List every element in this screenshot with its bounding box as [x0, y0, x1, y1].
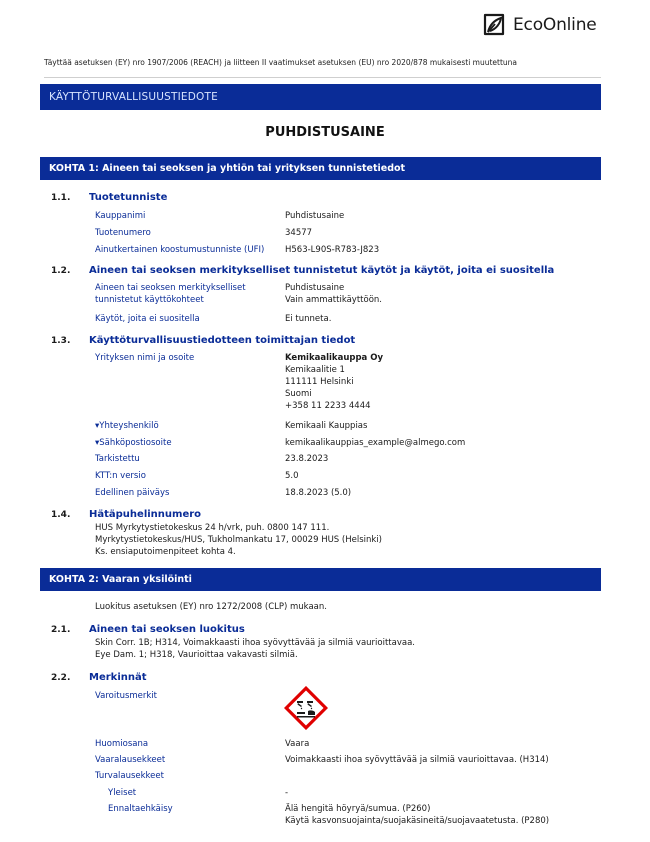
company-name: Kemikaalikauppa Oy [285, 353, 383, 363]
subsection-number: 2.2. [51, 673, 71, 683]
ecoonline-logo[interactable] [481, 12, 597, 38]
field-label: Huomiosana [95, 739, 149, 749]
section-1-header [40, 157, 601, 180]
classification-text: Skin Corr. 1B; H314, Voimakkaasti ihoa syövyttävää ja silmiä vaurioittavaa. Eye Dam. 1; H318, Vaurioittaa vakavasti silmiä. [95, 638, 415, 660]
email-toggle[interactable]: ▾Sähköpostiosoite [95, 438, 172, 448]
field-label: Yleiset [108, 788, 137, 798]
subsection-title: Aineen tai seoksen merkitykselliset tunnistetut käytöt ja käytöt, joita ei suositella [89, 265, 555, 276]
field-label: Tuotenumero [95, 228, 151, 238]
contact-person-toggle[interactable]: ▾Yhteyshenkilö [95, 421, 159, 431]
field-label: KTT:n versio [95, 471, 146, 481]
section-2-title: KOHTA 2: Vaaran yksilöinti [49, 574, 192, 585]
header-divider [44, 77, 601, 78]
field-value: Ei tunneta. [285, 314, 332, 324]
section-2-header [40, 568, 601, 591]
field-value: H563-L90S-R783-J823 [285, 245, 380, 255]
subsection-number: 1.4. [51, 510, 71, 520]
subsection-title: Merkinnät [89, 672, 147, 683]
field-value: 5.0 [285, 471, 299, 481]
field-label: Kauppanimi [95, 211, 146, 221]
section-1-title: KOHTA 1: Aineen tai seoksen ja yhtiön tai yrityksen tunnistetiedot [49, 163, 406, 174]
ecoonline-logo-icon [481, 12, 507, 38]
field-value: Kemikaali Kauppias [285, 421, 368, 431]
signal-word: Vaara [285, 739, 310, 749]
email-value: kemikaalikauppias_example@almego.com [285, 438, 466, 448]
field-label: Edellinen päiväys [95, 488, 170, 498]
subsection-title: Aineen tai seoksen luokitus [89, 624, 245, 635]
subsection-number: 1.1. [51, 193, 71, 203]
field-label: Tarkistettu [95, 454, 140, 464]
subsection-title: Tuotetunniste [89, 192, 168, 203]
logo-text: EcoOnline [513, 15, 597, 35]
subsection-number: 1.2. [51, 266, 71, 276]
emergency-phone-text: HUS Myrkytystietokeskus 24 h/vrk, puh. 0800 147 111. Myrkytystietokeskus/HUS, Tukholmankatu 17, 00029 HUS (Helsinki) Ks. ensiaputoimenpiteet kohta 4. [95, 523, 382, 557]
company-address: Kemikaalitie 1 111111 Helsinki Suomi +358 11 2233 4444 [285, 365, 371, 411]
subsection-number: 1.3. [51, 336, 71, 346]
corrosion-pictogram-icon [284, 686, 328, 730]
field-value: Puhdistusaine Vain ammattikäyttöön. [285, 283, 382, 305]
field-label: Ainutkertainen koostumustunniste (UFI) [95, 245, 265, 255]
field-label: Yrityksen nimi ja osoite [95, 353, 195, 363]
field-label: Turvalausekkeet [95, 771, 164, 781]
field-label: Varoitusmerkit [95, 691, 158, 701]
classification-intro: Luokitus asetuksen (EY) nro 1272/2008 (CLP) mukaan. [95, 602, 327, 612]
subsection-number: 2.1. [51, 625, 71, 635]
field-label: Vaaralausekkeet [95, 755, 166, 765]
field-value: Puhdistusaine [285, 211, 345, 221]
field-value: - [285, 788, 289, 798]
field-label: Käytöt, joita ei suositella [95, 314, 200, 324]
product-title: PUHDISTUSAINE [265, 125, 385, 140]
document-type-bar [40, 84, 601, 110]
subsection-title: Hätäpuhelinnumero [89, 509, 202, 520]
field-label: Aineen tai seoksen merkitykselliset tunnistetut käyttökohteet [95, 283, 246, 305]
hazard-statement: Voimakkaasti ihoa syövyttävää ja silmiä vaurioittavaa. (H314) [285, 755, 549, 765]
prevention-statements: Älä hengitä höyryä/sumua. (P260) Käytä kasvonsuojainta/suojakäsineitä/suojavaatetusta. (P280) [285, 804, 550, 826]
subsection-title: Käyttöturvallisuustiedotteen toimittajan tiedot [89, 335, 356, 346]
regulation-line: Täyttää asetuksen (EY) nro 1907/2006 (REACH) ja liitteen II vaatimukset asetuksen (EU) nro 2020/878 mukaisesti muutettuna [44, 58, 518, 67]
document-type: KÄYTTÖTURVALLISUUSTIEDOTE [49, 91, 218, 103]
field-value: 23.8.2023 [285, 454, 329, 464]
field-value: 34577 [285, 228, 313, 238]
field-label: Ennaltaehkäisy [108, 804, 173, 814]
field-value: 18.8.2023 (5.0) [285, 488, 352, 498]
